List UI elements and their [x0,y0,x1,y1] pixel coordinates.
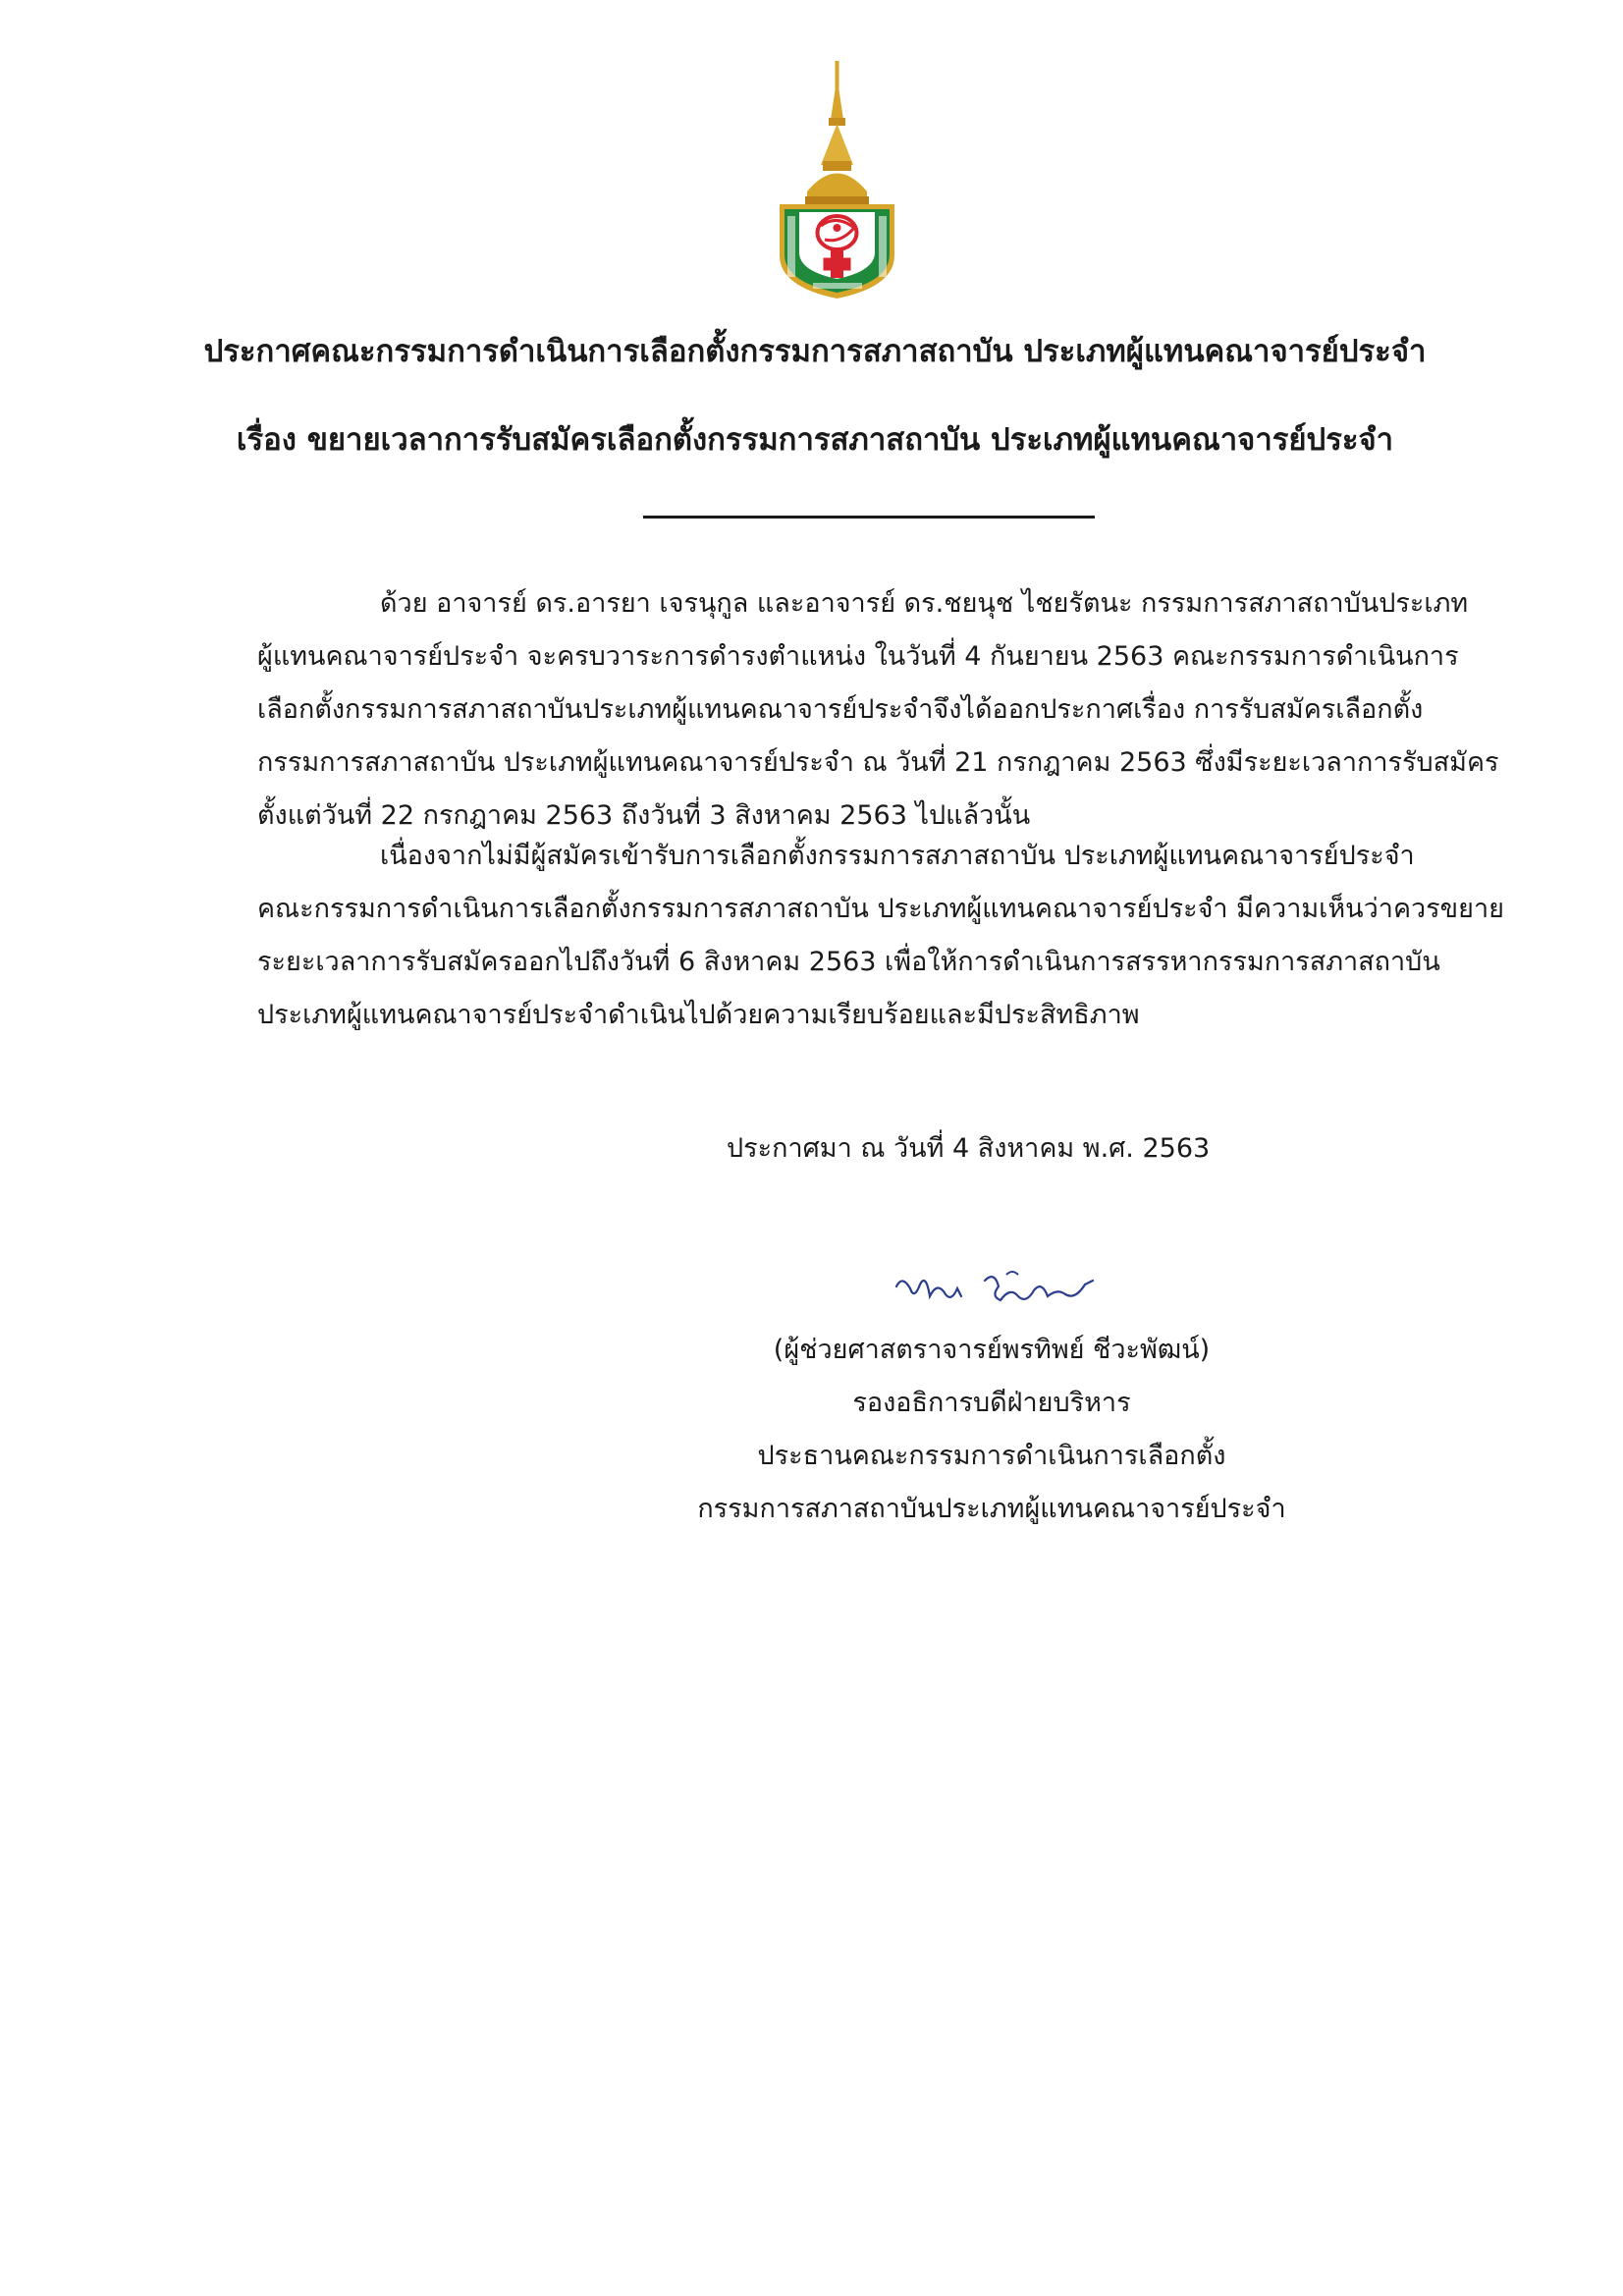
signer-role-continued: กรรมการสภาสถาบันประเภทผู้แทนคณาจารย์ประจำ [697,1494,1286,1524]
announcement-date: ประกาศมา ณ วันที่ 4 สิงหาคม พ.ศ. 2563 [727,1133,1211,1164]
announcement-title: ประกาศคณะกรรมการดำเนินการเลือกตั้งกรรมการสภาสถาบัน ประเภทผู้แทนคณาจารย์ประจำ [203,334,1427,369]
university-seal-logo [766,59,908,300]
paragraph-line: ตั้งแต่วันที่ 22 กรกฎาคม 2563 ถึงวันที่ 3 สิงหาคม 2563 ไปแล้วนั้น [257,800,1031,831]
paragraph-line: เนื่องจากไม่มีผู้สมัครเข้ารับการเลือกตั้งกรรมการสภาสถาบัน ประเภทผู้แทนคณาจารย์ประจำ [380,841,1415,871]
paragraph-line: ผู้แทนคณาจารย์ประจำ จะครบวาระการดำรงตำแหน่ง ในวันที่ 4 กันยายน 2563 คณะกรรมการดำเนินการ [257,641,1459,672]
paragraph-line: คณะกรรมการดำเนินการเลือกตั้งกรรมการสภาสถาบัน ประเภทผู้แทนคณาจารย์ประจำ มีความเห็นว่าควรขยาย [257,894,1504,924]
body-paragraph-2 [257,830,1534,1042]
signer-role: ประธานคณะกรรมการดำเนินการเลือกตั้ง [757,1441,1226,1471]
paragraph-line: ระยะเวลาการรับสมัครออกไปถึงวันที่ 6 สิงหาคม 2563 เพื่อให้การดำเนินการสรรหากรรมการสภาสถาบัน [257,947,1440,977]
paragraph-line: เลือกตั้งกรรมการสภาสถาบันประเภทผู้แทนคณาจารย์ประจำจึงได้ออกประกาศเรื่อง การรับสมัครเลือกตั้ง [257,694,1424,725]
title-divider [643,516,1095,519]
handwritten-signature [889,1267,1100,1321]
announcement-subject: เรื่อง ขยายเวลาการรับสมัครเลือกตั้งกรรมการสภาสถาบัน ประเภทผู้แทนคณาจารย์ประจำ [236,422,1394,458]
signature-block [609,1324,1375,1536]
signer-name: (ผู้ช่วยศาสตราจารย์พรทิพย์ ชีวะพัฒน์) [773,1335,1211,1365]
paragraph-line: ด้วย อาจารย์ ดร.อารยา เจรนุกูล และอาจารย์ ดร.ชยนุช ไชยรัตนะ กรรมการสภาสถาบันประเภท [380,588,1469,619]
paragraph-line: ประเภทผู้แทนคณาจารย์ประจำดำเนินไปด้วยความเรียบร้อยและมีประสิทธิภาพ [257,1000,1140,1030]
signer-position: รองอธิการบดีฝ่ายบริหาร [852,1388,1131,1418]
body-paragraph-1 [257,577,1534,843]
paragraph-line: กรรมการสภาสถาบัน ประเภทผู้แทนคณาจารย์ประจำ ณ วันที่ 21 กรกฎาคม 2563 ซึ่งมีระยะเวลาการรับสมัคร [257,747,1499,778]
